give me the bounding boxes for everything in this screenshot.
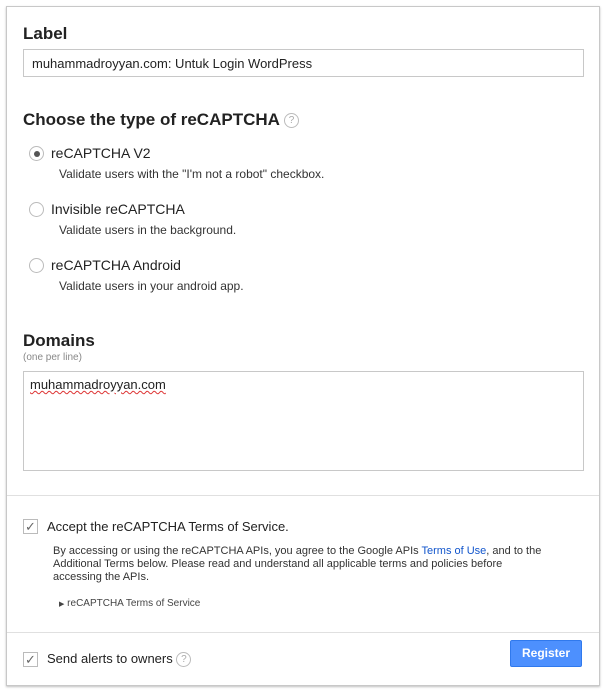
register-site-form bbox=[6, 6, 600, 686]
accept-terms-checkbox[interactable]: ✓ bbox=[23, 519, 38, 534]
help-icon[interactable]: ? bbox=[284, 113, 299, 128]
option-label-invisible[interactable]: Invisible reCAPTCHA bbox=[51, 201, 185, 217]
triangle-right-icon: ▶ bbox=[59, 601, 65, 608]
radio-recaptcha-android[interactable] bbox=[29, 258, 44, 273]
recaptcha-type-heading-text: Choose the type of reCAPTCHA bbox=[23, 110, 280, 129]
terms-expander[interactable] bbox=[59, 598, 200, 609]
domains-heading: Domains bbox=[23, 331, 95, 350]
terms-text-after: , and to the Additional Terms below. Please read and understand all applicable terms and policies before accessing the APIs. bbox=[53, 545, 542, 583]
option-desc-invisible: Validate users in the background. bbox=[59, 223, 237, 237]
send-alerts-checkbox[interactable]: ✓ bbox=[23, 652, 38, 667]
option-label-v2[interactable]: reCAPTCHA V2 bbox=[51, 145, 151, 161]
label-heading: Label bbox=[23, 24, 68, 43]
domain-value: muhammadroyyan.com bbox=[30, 377, 166, 392]
radio-invisible-recaptcha[interactable] bbox=[29, 202, 44, 217]
label-input[interactable]: muhammadroyyan.com: Untuk Login WordPress bbox=[23, 49, 584, 77]
domains-hint: (one per line) bbox=[23, 352, 82, 363]
option-desc-v2: Validate users with the "I'm not a robot" checkbox. bbox=[59, 167, 325, 181]
send-alerts-label[interactable]: Send alerts to owners bbox=[47, 651, 173, 666]
option-label-android[interactable]: reCAPTCHA Android bbox=[51, 257, 181, 273]
send-alerts-row bbox=[47, 651, 191, 667]
help-icon[interactable]: ? bbox=[176, 652, 191, 667]
divider bbox=[7, 495, 599, 496]
terms-expander-label: reCAPTCHA Terms of Service bbox=[67, 598, 201, 609]
terms-text bbox=[53, 545, 553, 584]
accept-terms-label[interactable]: Accept the reCAPTCHA Terms of Service. bbox=[47, 519, 289, 534]
terms-of-use-link[interactable]: Terms of Use bbox=[421, 545, 487, 557]
register-button[interactable]: Register bbox=[510, 640, 582, 667]
option-desc-android: Validate users in your android app. bbox=[59, 279, 244, 293]
radio-recaptcha-v2[interactable] bbox=[29, 146, 44, 161]
terms-text-before: By accessing or using the reCAPTCHA APIs, you agree to the Google APIs bbox=[53, 545, 422, 557]
divider bbox=[7, 632, 599, 633]
domains-textarea[interactable] bbox=[23, 371, 584, 471]
recaptcha-type-heading bbox=[23, 110, 299, 130]
